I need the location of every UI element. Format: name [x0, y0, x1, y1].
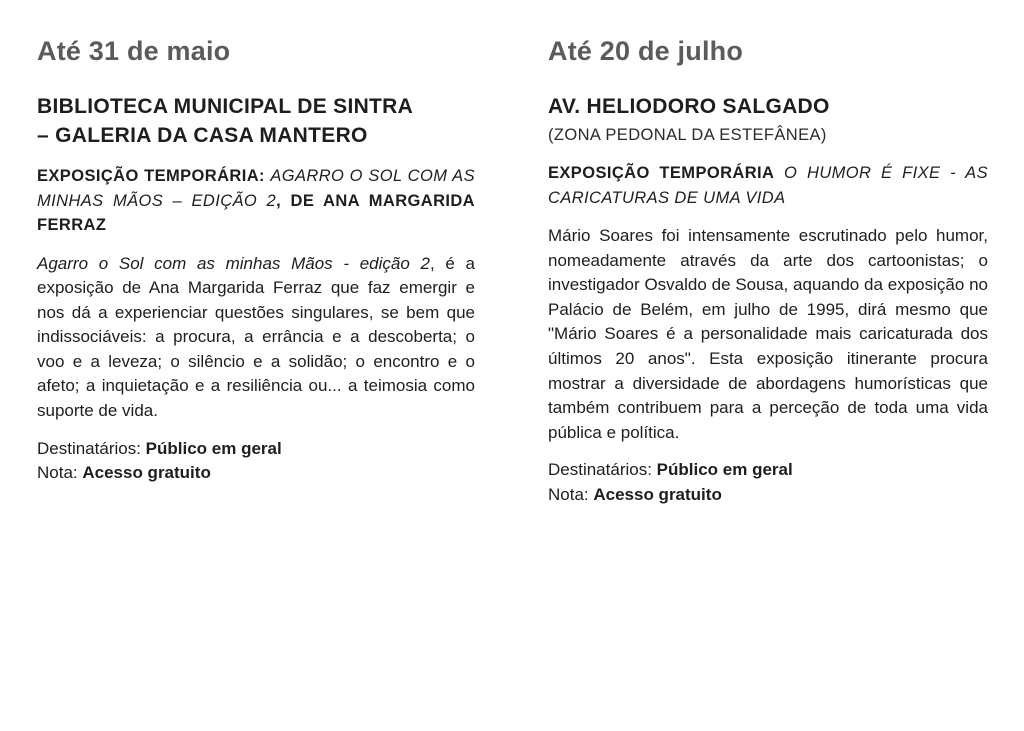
venue-title-line1: BIBLIOTECA MUNICIPAL DE SINTRA [37, 95, 414, 118]
exhibition-keyword: EXPOSIÇÃO TEMPORÁRIA: [37, 167, 265, 185]
exhibition-heading [37, 164, 475, 238]
audience-value: Público em geral [656, 460, 793, 480]
audience-label: Destinatários: [37, 438, 146, 458]
exhibition-title: O HUMOR É FIXE - AS CARICATURAS DE UMA VIDA [548, 164, 988, 207]
description-body: , é a exposição de Ana Margarida Ferraz que faz emergir e nos dá a experienciar questões singulares, se bem que indissociáveis: a procura, a errância e a descoberta; o voo e a leveza; o silêncio e a solidão; o encontro e o afeto; a inquietação e a resiliência ou... a teimosia como suporte de vida. [37, 253, 475, 421]
description-title: Agarro o Sol com as minhas Mãos - edição 2 [37, 253, 430, 273]
venue-title-line2: – GALERIA DA CASA MANTERO [37, 124, 368, 147]
event-meta [548, 458, 988, 507]
event-meta [37, 437, 475, 486]
exhibition-title: AGARRO O SOL COM AS MINHAS MÃOS – EDIÇÃO 2 [37, 167, 475, 210]
event-date: Até 20 de julho [548, 36, 744, 66]
audience-line [548, 458, 988, 483]
note-label: Nota: [37, 463, 83, 483]
note-label: Nota: [548, 484, 594, 504]
venue-subtitle: (ZONA PEDONAL DA ESTEFÂNEA) [548, 126, 827, 144]
event-date: Até 31 de maio [37, 36, 231, 66]
exhibition-heading [548, 161, 988, 210]
event-left [37, 34, 475, 486]
venue-title [37, 92, 475, 150]
venue-title: AV. HELIODORO SALGADO [548, 95, 830, 118]
note-line [548, 483, 988, 508]
event-right [548, 34, 988, 507]
audience-label: Destinatários: [548, 460, 657, 480]
note-value: Acesso gratuito [593, 484, 722, 504]
note-line [37, 461, 475, 486]
exhibition-description [37, 252, 475, 424]
exhibition-description: Mário Soares foi intensamente escrutinado pelo humor, nomeadamente através da arte dos cartoonistas; o investigador Osvaldo de Sousa, aquando da exposição no Palácio de Belém, em julho de 1995, dirá mesmo que "Mário Soares é a personalidade mais caricaturada dos últimos 20 anos". Esta exposição itinerante procura mostrar a diversidade de abordagens humorísticas que também contribuem para a perceção de toda uma vida pública e política. [548, 226, 988, 442]
exhibition-author: , DE ANA MARGARIDA FERRAZ [37, 191, 475, 234]
audience-value: Público em geral [145, 438, 282, 458]
audience-line [37, 437, 475, 462]
note-value: Acesso gratuito [82, 463, 211, 483]
exhibition-keyword: EXPOSIÇÃO TEMPORÁRIA [548, 164, 775, 182]
